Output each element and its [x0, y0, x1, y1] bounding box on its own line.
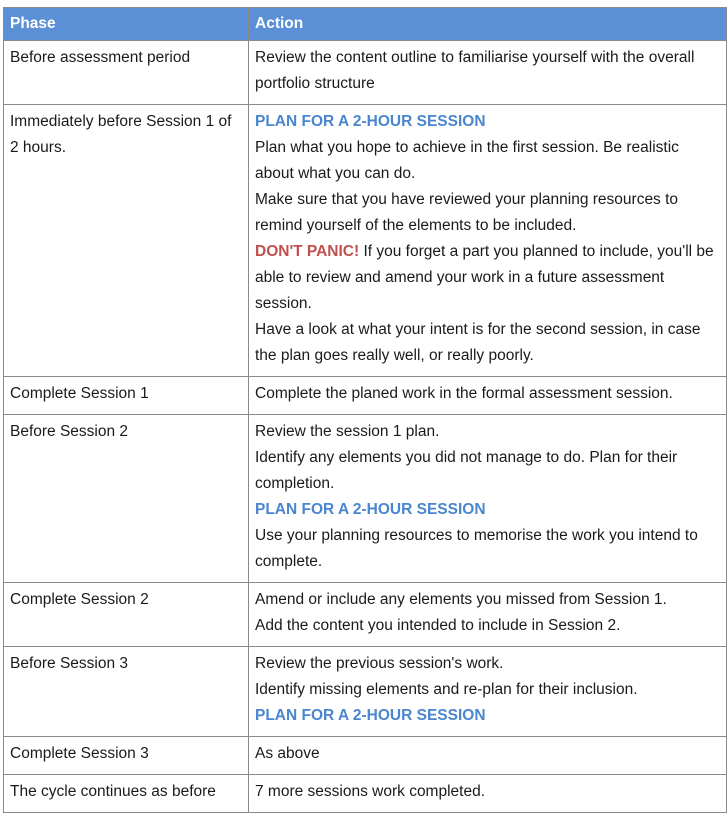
table-row	[4, 41, 727, 105]
assessment-plan-table	[3, 7, 727, 813]
phase-cell: Complete Session 2	[4, 583, 249, 647]
table-row	[4, 415, 727, 583]
action-line: 7 more sessions work completed.	[255, 783, 486, 800]
table-row	[4, 377, 727, 415]
table-row	[4, 583, 727, 647]
action-cell	[249, 647, 727, 737]
action-cell	[249, 775, 727, 813]
plan-heading: PLAN FOR A 2-HOUR SESSION	[255, 501, 486, 518]
header-phase: Phase	[4, 8, 249, 41]
header-action: Action	[249, 8, 727, 41]
action-line: Review the content outline to familiarise yourself with the overall portfolio structure	[255, 49, 695, 92]
phase-cell: Complete Session 3	[4, 737, 249, 775]
plan-heading: PLAN FOR A 2-HOUR SESSION	[255, 113, 486, 130]
action-cell	[249, 41, 727, 105]
action-line: Identify missing elements and re-plan for their inclusion.	[255, 681, 638, 698]
action-line: Make sure that you have reviewed your planning resources to remind yourself of the elements to be included.	[255, 191, 679, 234]
table-row	[4, 647, 727, 737]
action-line	[255, 239, 721, 317]
action-line: Use your planning resources to memorise the work you intend to complete.	[255, 527, 698, 570]
phase-cell: The cycle continues as before	[4, 775, 249, 813]
action-line: Complete the planed work in the formal assessment session.	[255, 385, 673, 402]
table-header-row	[4, 8, 727, 41]
phase-cell: Before Session 3	[4, 647, 249, 737]
action-cell	[249, 105, 727, 377]
action-cell	[249, 415, 727, 583]
action-cell	[249, 737, 727, 775]
action-line: Review the previous session's work.	[255, 655, 504, 672]
action-line: Have a look at what your intent is for the second session, in case the plan goes really well, or really poorly.	[255, 321, 701, 364]
action-cell	[249, 583, 727, 647]
phase-cell: Before assessment period	[4, 41, 249, 105]
action-line: Add the content you intended to include in Session 2.	[255, 617, 621, 634]
phase-cell: Complete Session 1	[4, 377, 249, 415]
table-row	[4, 105, 727, 377]
table-row	[4, 775, 727, 813]
table-body	[4, 41, 727, 813]
action-line: Amend or include any elements you missed from Session 1.	[255, 591, 667, 608]
action-line: Identify any elements you did not manage to do. Plan for their completion.	[255, 449, 678, 492]
phase-cell: Before Session 2	[4, 415, 249, 583]
action-line: Review the session 1 plan.	[255, 423, 440, 440]
plan-heading: PLAN FOR A 2-HOUR SESSION	[255, 707, 486, 724]
action-line: Plan what you hope to achieve in the first session. Be realistic about what you can do.	[255, 139, 679, 182]
action-line: As above	[255, 745, 320, 762]
table-row	[4, 737, 727, 775]
action-cell	[249, 377, 727, 415]
dont-panic-label: DON'T PANIC!	[255, 243, 360, 260]
action-text: If you forget a part you planned to include, you'll be able to review and amend your work in a future assessment session.	[255, 243, 714, 312]
phase-cell: Immediately before Session 1 of 2 hours.	[4, 105, 249, 377]
